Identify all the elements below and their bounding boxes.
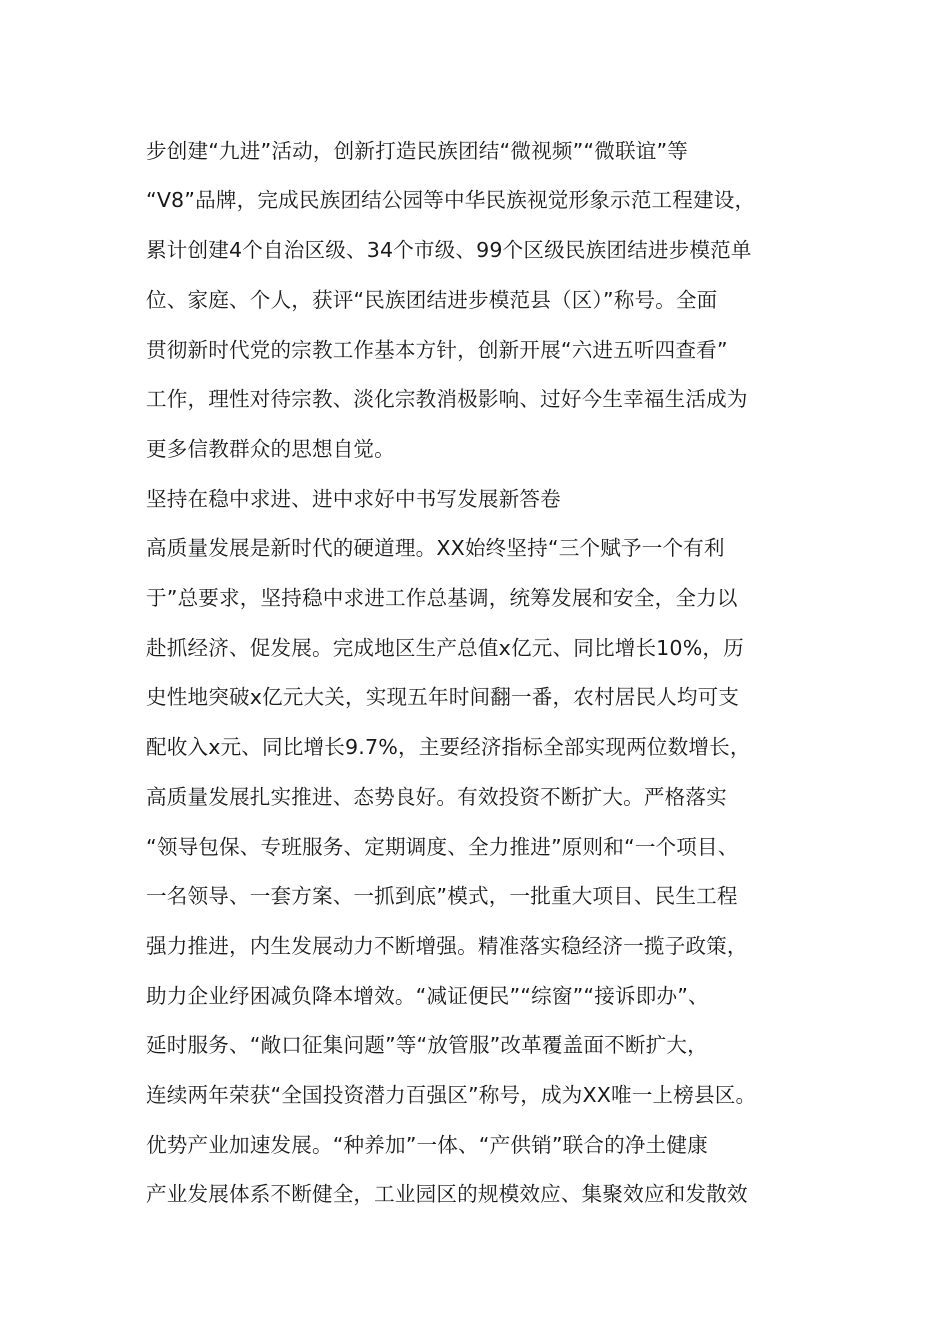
paragraph-line: 优势产业加速发展。“种养加”一体、“产供销”联合的净土健康 [146, 1133, 708, 1157]
paragraph-line: 贯彻新时代党的宗教工作基本方针，创新开展“六进五听四查看” [146, 338, 728, 362]
paragraph-line: 步创建“九进”活动，创新打造民族团结“微视频”“微联谊”等 [146, 139, 689, 163]
paragraph-line: 史性地突破x亿元大关，实现五年时间翻一番，农村居民人均可支 [146, 685, 740, 709]
paragraph-line: 赴抓经济、促发展。完成地区生产总值x亿元、同比增长10%，历 [146, 636, 744, 660]
section-heading: 坚持在稳中求进、进中求好中书写发展新答卷 [146, 487, 561, 511]
paragraph-line: 产业发展体系不断健全，工业园区的规模效应、集聚效应和发散效 [146, 1182, 748, 1206]
paragraph-line: 连续两年荣获“全国投资潜力百强区”称号，成为XX唯一上榜县区。 [146, 1083, 757, 1107]
paragraph-line: 位、家庭、个人，获评“民族团结进步模范县（区）”称号。全面 [146, 288, 718, 312]
paragraph-line: 更多信教群众的思想自觉。 [146, 437, 395, 461]
paragraph-line: 高质量发展扎实推进、态势良好。有效投资不断扩大。严格落实 [146, 785, 727, 809]
paragraph-line: 一名领导、一套方案、一抓到底”模式，一批重大项目、民生工程 [146, 884, 738, 908]
paragraph-line: 高质量发展是新时代的硬道理。XX始终坚持“三个赋予一个有利 [146, 536, 725, 560]
paragraph-line: 累计创建4个自治区级、34个市级、99个区级民族团结进步模范单 [146, 238, 752, 262]
paragraph-line: 工作，理性对待宗教、淡化宗教消极影响、过好今生幸福生活成为 [146, 387, 748, 411]
paragraph-line: “领导包保、专班服务、定期调度、全力推进”原则和“一个项目、 [146, 835, 739, 859]
paragraph-line: 强力推进，内生发展动力不断增强。精准落实稳经济一揽子政策， [146, 934, 748, 958]
paragraph-line: 于”总要求，坚持稳中求进工作总基调，统筹发展和安全，全力以 [146, 586, 738, 610]
paragraph-line: “V8”品牌，完成民族团结公园等中华民族视觉形象示范工程建设， [146, 188, 756, 212]
paragraph-line: 延时服务、“敞口征集问题”等“放管服”改革覆盖面不断扩大， [146, 1033, 708, 1057]
paragraph-line: 配收入x元、同比增长9.7%，主要经济指标全部实现两位数增长， [146, 735, 751, 759]
paragraph-line: 助力企业纾困减负降本增效。“减证便民”“综窗”“接诉即办”、 [146, 984, 709, 1008]
